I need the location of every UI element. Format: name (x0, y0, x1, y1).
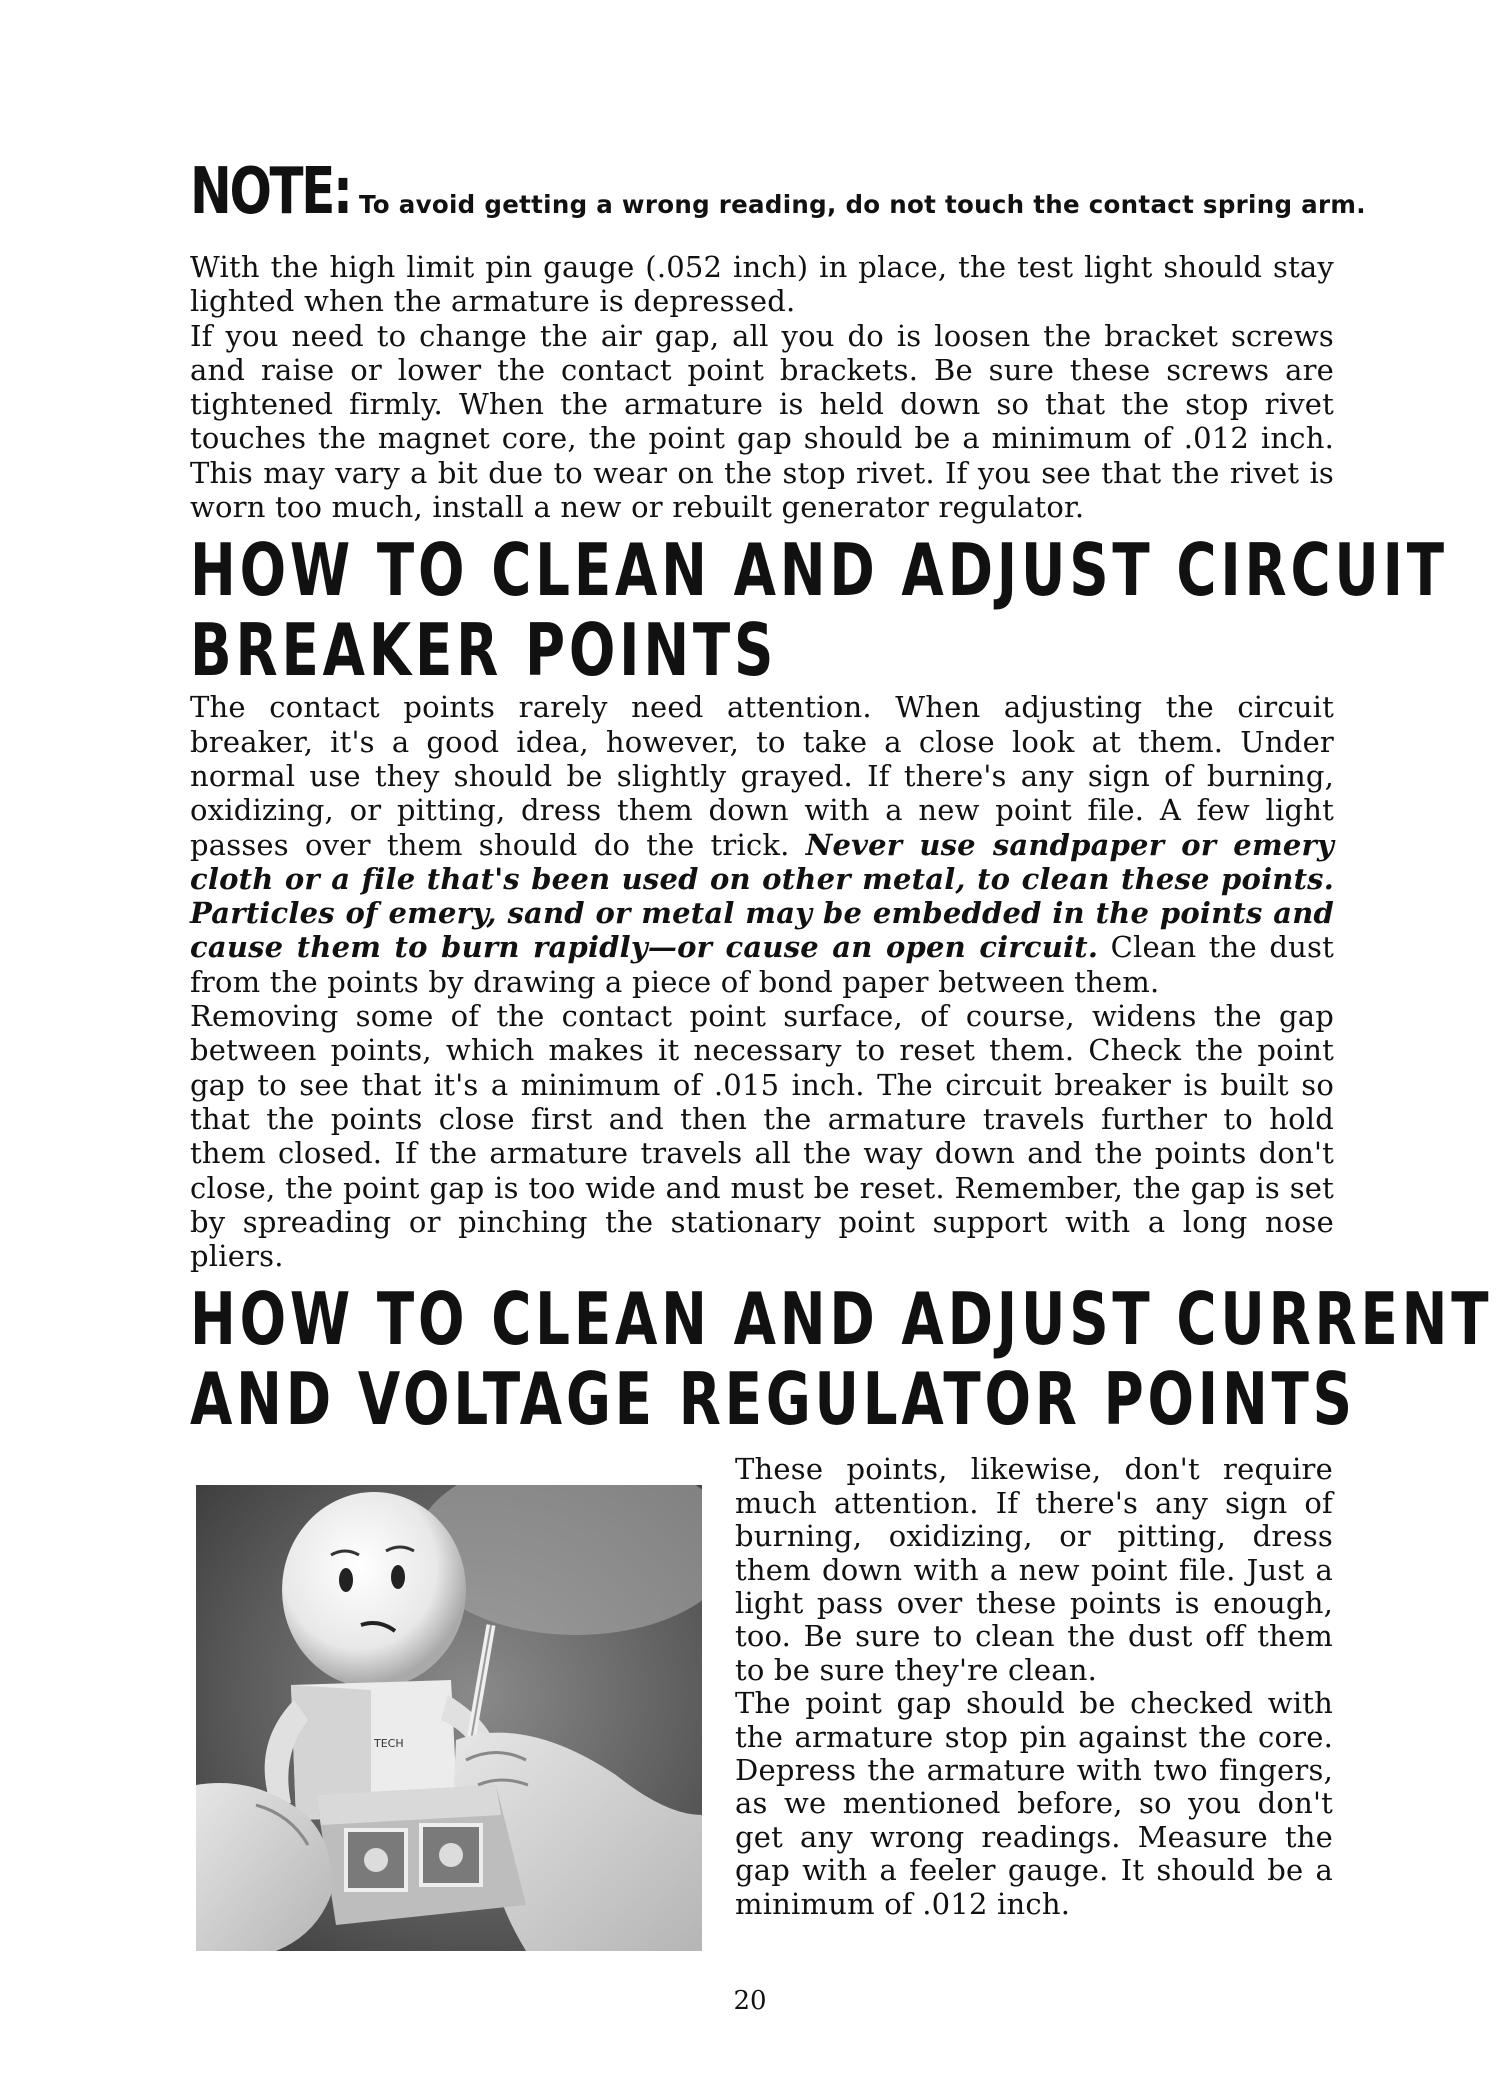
heading-line: AND VOLTAGE REGULATOR POINTS (190, 1357, 1356, 1442)
warning-text: Never use sandpaper or emery cloth or a file that's been used on other metal, to clean these points. Particles of emery, sand or metal may be embedded in the points and cause them to burn rapidly—or cause an open circuit. (190, 827, 1335, 965)
note-line (190, 155, 1366, 250)
regulator-paragraph-1: These points, likewise, don't require much attention. If there's any sign of burning, oxidizing, or pitting, dress them down with a new point file. Just a light pass over these points is enough, too. Be sure to clean the dust off them to be sure they're clean. (735, 1452, 1333, 1687)
intro-paragraph-2: If you need to change the air gap, all you do is loosen the bracket screws and raise or lower the contact point brackets. Be sure these screws are tightened firmly. When the armature is held down so that the stop rivet touches the magnet core, the point gap should be a minimum of .012 inch. This may vary a bit due to wear on the stop rivet. If you see that the rivet is worn too much, install a new or rebuilt generator regulator. (190, 318, 1334, 525)
heading-line: HOW TO CLEAN AND ADJUST CURRENT (190, 1277, 1493, 1362)
circuit-breaker-paragraph-2: Removing some of the contact point surface, of course, widens the gap between points, which makes it necessary to reset them. Check the point gap to see that it's a minimum of .015 inch. The circuit breaker is built so that the points close first and then the armature travels further to hold them closed. If the armature travels all the way down and the points don't close, the point gap is too wide and must be reset. Remember, the gap is set by spreading or pinching the stationary point support with a long nose pliers. (190, 999, 1334, 1274)
section-heading-circuit-breaker (190, 528, 1448, 693)
heading-line: BREAKER POINTS (190, 608, 778, 693)
section-heading-regulator (190, 1277, 1493, 1442)
paragraph-text: Clean the dust from the points by drawing a piece of bond paper between them. (190, 930, 1334, 999)
note-text: To avoid getting a wrong reading, do not touch the contact spring arm. (359, 190, 1366, 219)
intro-paragraph-1: With the high limit pin gauge (.052 inch) in place, the test light should stay lighted when the armature is depressed. (190, 250, 1334, 319)
circuit-breaker-paragraph-1 (190, 690, 1334, 999)
heading-line: HOW TO CLEAN AND ADJUST CIRCUIT (190, 528, 1448, 613)
note-label: NOTE: (190, 155, 351, 229)
figure-badge-text: TECH (374, 1737, 404, 1751)
page-number: 20 (733, 1986, 767, 2016)
regulator-paragraph-2: The point gap should be checked with the armature stop pin against the core. Depress the armature with two fingers, as we mentioned before, so you don't get any wrong readings. Measure the gap with a feeler gauge. It should be a minimum of .012 inch. (735, 1686, 1333, 1921)
regulator-section-body (190, 1453, 1334, 1993)
regulator-text-column (735, 1453, 1333, 1921)
paragraph-text: The contact points rarely need attention. When adjusting the circuit breaker, it's a good idea, however, to take a close look at them. Under normal use they should be slightly grayed. If there's any sign of burning, oxidizing, or pitting, dress them down with a new point file. A few light passes over them should do the trick. (190, 690, 1334, 862)
mascot-adjusting-points-photo (196, 1485, 702, 1951)
document-page (190, 155, 1493, 1993)
